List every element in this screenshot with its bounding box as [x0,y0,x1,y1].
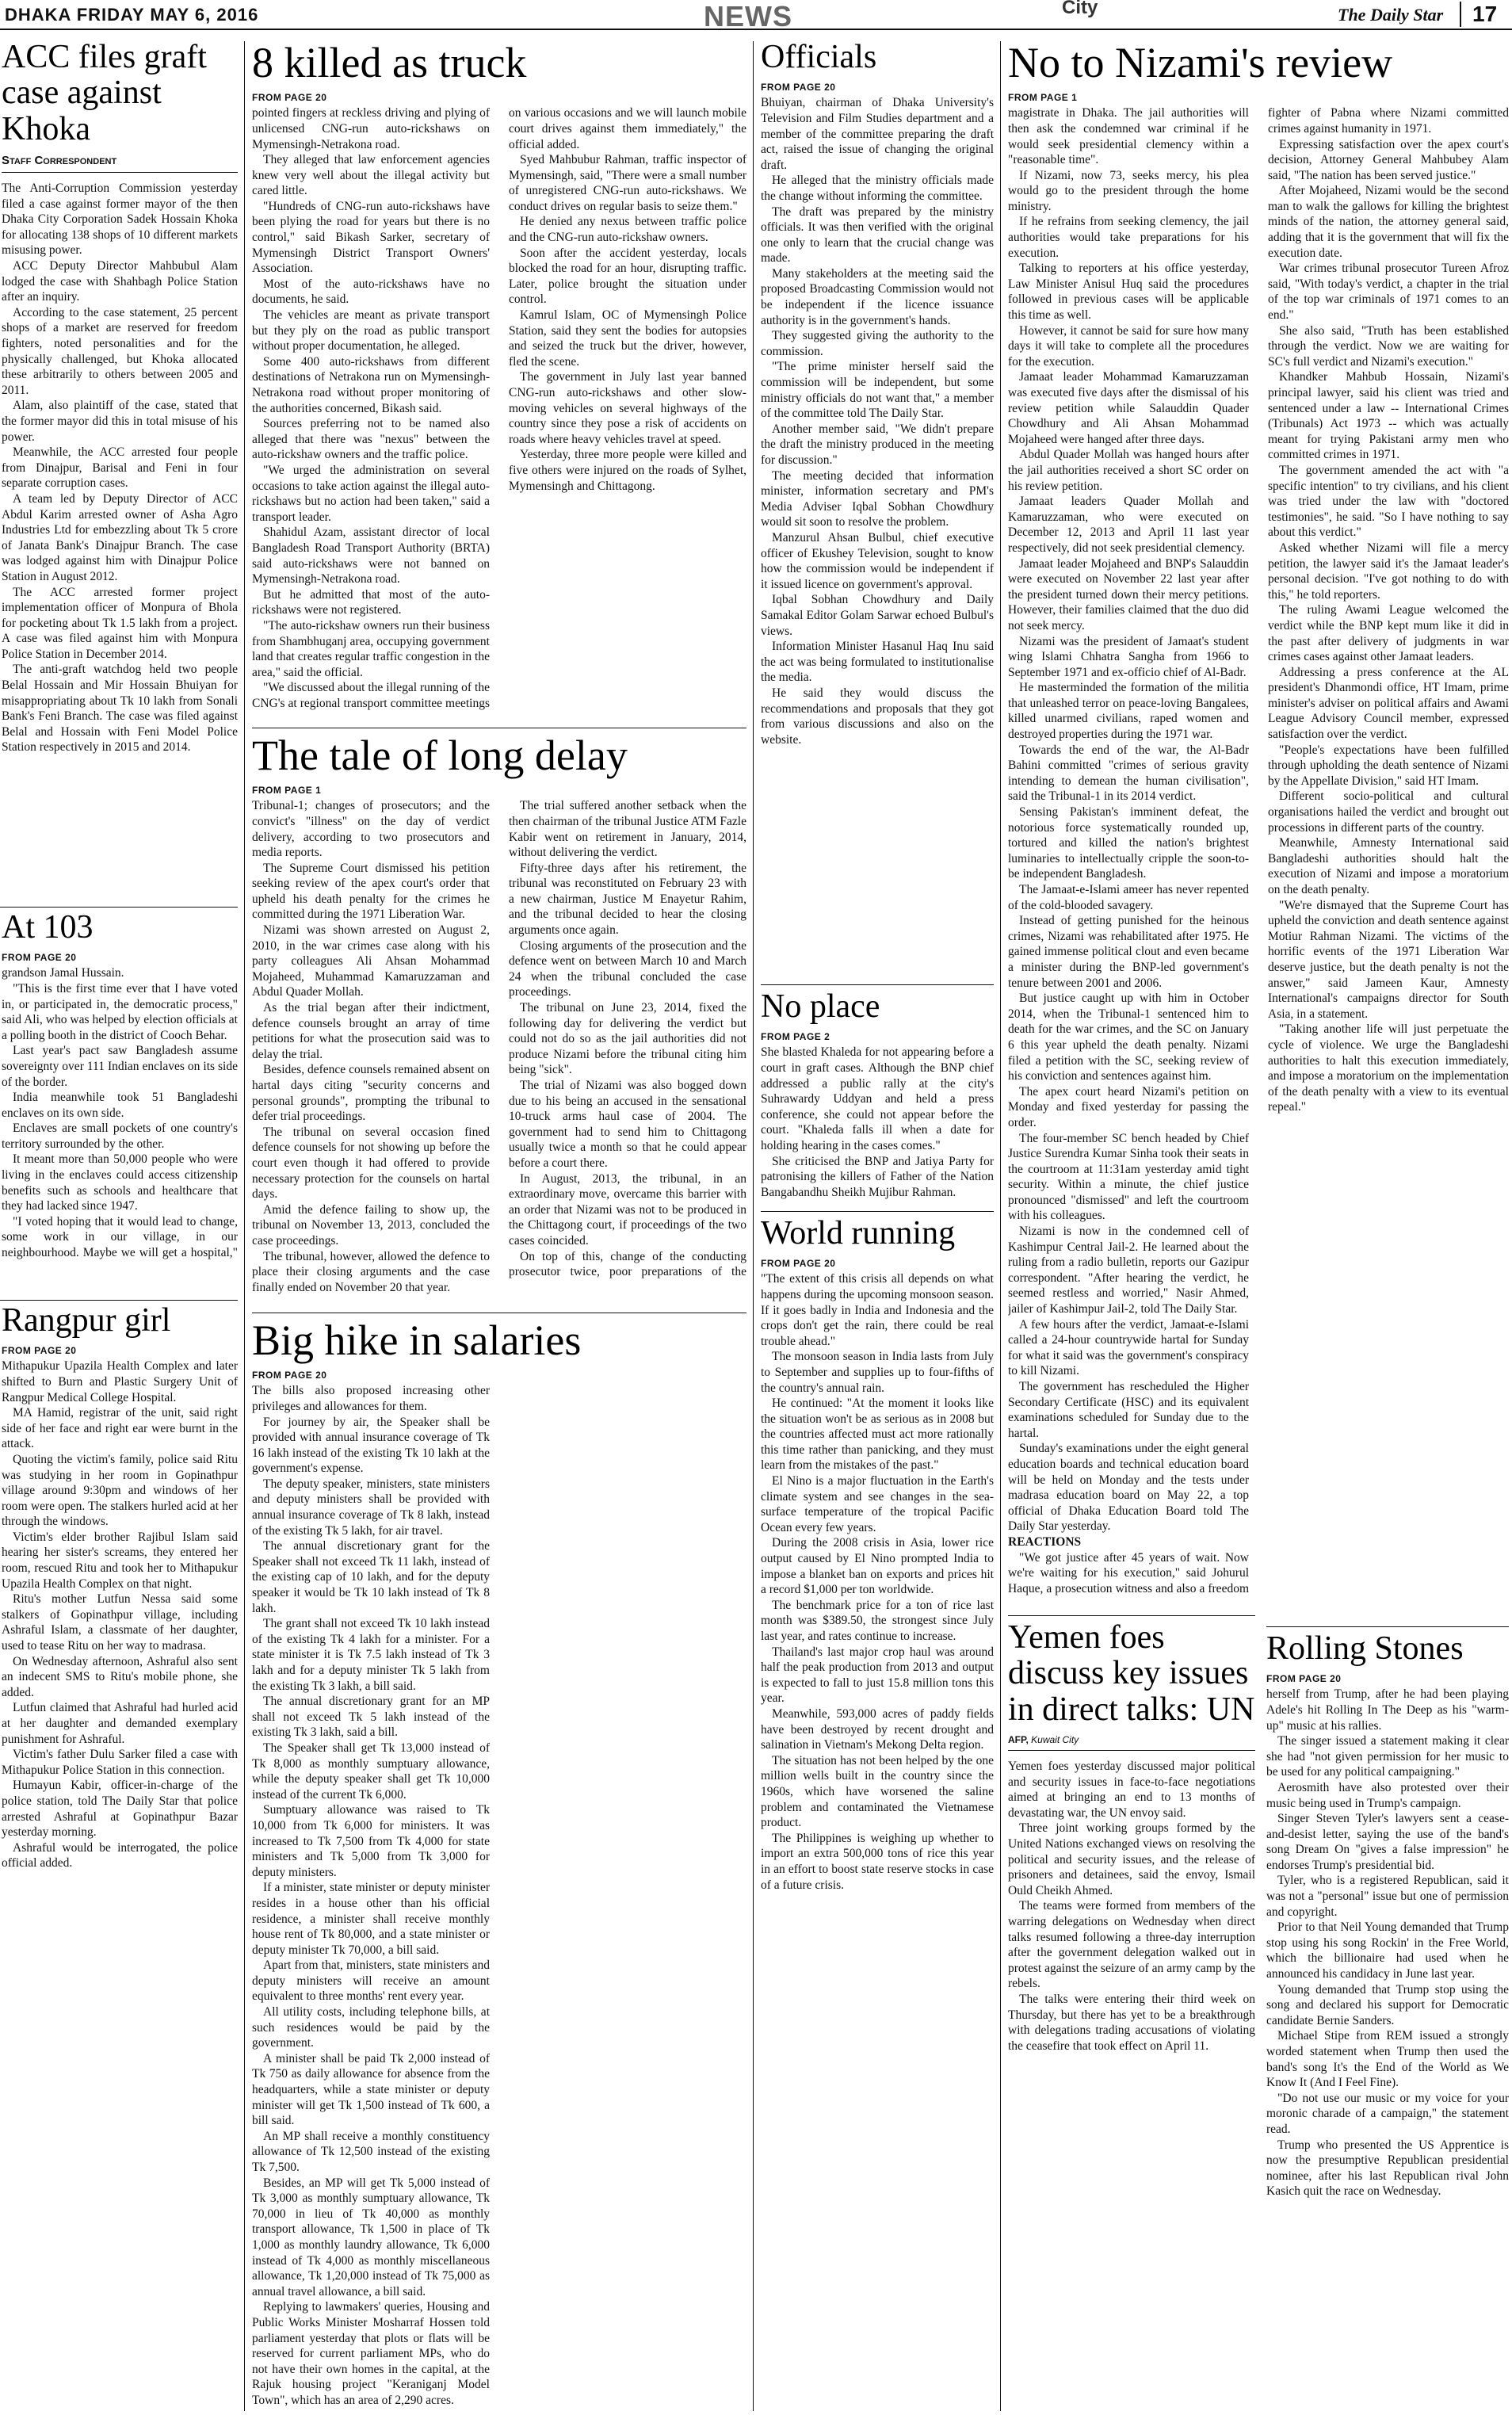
story-paragraph: Many stakeholders at the meeting said the proposed Broadcasting Commission would not be independent if the licence issuance authority is in the government's hands. [761,266,994,327]
story-headline: Rolling Stones [1266,1631,1464,1667]
story-paragraph: The singer issued a statement making it clear she had "not given permission for her music to be used for any political campaigning." [1266,1734,1509,1779]
story-byline: Staff Correspondent [2,154,238,173]
story-jump-kicker: FROM PAGE 20 [761,1258,836,1270]
story-rangpur-girl [2,1303,238,2413]
story-paragraph: Besides, an MP will get Tk 5,000 instead of Tk 3,000 as monthly sumptuary allowance, Tk 70,000 in lieu of Tk 40,000 as monthly transport allowance, Tk 1,500 in place of Tk 1,000 as monthly laundry allowance, Tk 6,000 instead of Tk 4,000 as monthly miscellaneous allowance, Tk 1,20,000 instead of Tk 75,000 as annual travel allowance, a bill said. [252,2176,490,2298]
story-at-103 [2,910,238,1295]
story-paragraph: Ashraful would be interrogated, the police official added. [2,1840,238,1870]
story-paragraph: Yesterday, three more people were killed and five others were injured on the roads of Sylhet, Mymensingh and Chittagong. [509,448,746,493]
story-paragraph: The government has rescheduled the Higher Secondary Certificate (HSC) and its equivalent examinations scheduled for Sunday due to the hartal. [1008,1380,1249,1440]
story-paragraph: "We got justice after 45 years of wait. Now we're waiting for his execution," said Johurul Haque, a prosecution witness and also a freedom fighter of Pabna where Nizami committed crimes against humanity in 1971. [1008,106,1509,1595]
story-paragraph: "I voted hoping that it would lead to change, some work in our village, in our neighbourhood. Maybe we will get a hospital," [2,1214,238,1260]
story-paragraph: Shahidul Azam, assistant director of local Bangladesh Road Transport Authority (BRTA) said auto-rickshaws were not banned on Mymensingh-Netrakona road. [252,525,490,587]
story-paragraph: The deputy speaker, ministers, state ministers and deputy ministers shall be provided with annual insurance coverage of Tk 8 lakh, instead of the existing Tk 5 lakh, for air travel. [252,1477,490,1538]
story-paragraph: Meanwhile, the ACC arrested four people from Dinajpur, Barisal and Feni in four separate corruption cases. [2,445,238,491]
story-paragraph: A few hours after the verdict, Jamaat-e-Islami called a 24-hour countrywide hartal for Sunday for what it said was the government's conspiracy to kill Nizami. [1008,1317,1249,1378]
story-paragraph: But justice caught up with him in October 2014, when the Tribunal-1 sentenced him to death for the war crimes, and the SC on January 6 this year upheld the death penalty. Nizami filed a petition with the SC, seeking review of his conviction and sentences against him. [1008,992,1249,1083]
story-jump-kicker: FROM PAGE 20 [252,1370,327,1381]
story-paragraph: The benchmark price for a ton of rice last month was $389.50, the strongest since July last year, and rates continue to increase. [761,1598,994,1644]
story-paragraph: Nizami was the president of Jamaat's student wing Islami Chhatra Sangha from 1966 to September 1971 and ex-officio chief of Al-Badr. [1008,634,1249,679]
story-paragraph: The annual discretionary grant for the Speaker shall not exceed Tk 11 lakh, instead of the existing cap of 10 lakh, and for the deputy speaker it would be Tk 10 lakh instead of Tk 8 lakh. [252,1539,490,1615]
story-paragraph: El Nino is a major fluctuation in the Earth's climate system and see changes in the sea-surface temperature of the tropical Pacific Ocean every few years. [761,1474,994,1534]
story-paragraph: If Nizami, now 73, seeks mercy, his plea would go to the president through the home ministry. [1008,168,1249,213]
story-paragraph: All utility costs, including telephone bills, at such residences would be paid by the government. [252,2005,490,2050]
story-paragraph: On Wednesday afternoon, Ashraful also sent an indecent SMS to Ritu's mobile phone, she added. [2,1654,238,1699]
story-paragraph: The Supreme Court dismissed his petition seeking review of the apex court's order that upheld his death penalty for the crimes he committed during the 1971 Liberation War. [252,861,490,922]
story-paragraph: Jamaat leader Mohammad Kamaruzzaman was executed five days after the dismissal of his review petition while Salauddin Quader Chowdhury and Ali Ahsan Mohammad Mojaheed were hanged after three days. [1008,370,1249,446]
story-paragraph: "The extent of this crisis all depends on what happens during the upcoming monsoon season. If it goes badly in India and Indonesia and the crops don't get the rain, there could be real trouble ahead." [761,1272,994,1348]
story-paragraph: The ACC arrested former project implementation officer of Monpura of Bhola for pocketing about Tk 1.5 lakh from a project. A case was filed against him with Monpura Police Station in December 2014. [2,585,238,661]
story-yemen-talks [1008,1620,1255,2413]
story-paragraph: Soon after the accident yesterday, locals blocked the road for an hour, disrupting traffic. Later, police brought the situation under control. [509,246,746,307]
story-paragraph: Thailand's last major crop haul was around half the peak production from 2013 and output is expected to fall to just 15.8 million tons this year. [761,1645,994,1706]
story-paragraph: The teams were formed from members of the warring delegations on Wednesday when direct talks resumed following a three-day interruption after the government delegation walked out in protest against the seizure of an army camp by the rebels. [1008,1899,1255,1991]
story-jump-kicker: FROM PAGE 1 [1008,92,1078,104]
dateline: DHAKA FRIDAY MAY 6, 2016 [5,5,259,25]
story-paragraph: Alam, also plaintiff of the case, stated that the former mayor did this in total misuse of his power. [2,399,238,444]
story-paragraph: She blasted Khaleda for not appearing before a court in graft cases. Although the BNP chief addressed a public rally at the city's Suhrawardy Uddyan and held a press conference, she could not appear before the court. "Khaleda falls ill when a date for holding hearing in the cases comes." [761,1045,994,1152]
story-paragraph: The Jamaat-e-Islami ameer has never repented of the cold-blooded savagery. [1008,883,1249,912]
story-paragraph: Apart from that, ministers, state ministers and deputy ministers will receive an amount equivalent to three months' rent every year. [252,1958,490,2004]
story-paragraph: But he admitted that most of the auto-rickshaws were not registered. [252,587,490,617]
story-paragraph: Syed Mahbubur Rahman, traffic inspector of Mymensingh, said, "There were a small number of unregistered CNG-run auto-rickshaws. We conduct drives on regular basis to seize them." [509,153,746,213]
story-paragraph: "The prime minister herself said the commission will be independent, but some ministry officials do not want that," a member of the committee told The Daily Star. [761,360,994,421]
section-rule [1266,1626,1509,1627]
story-paragraph: Addressing a press conference at the AL president's Dhanmondi office, HT Imam, prime minister's adviser on political affairs and Awami League Advisory Council member, expressed satisfaction over the verdict. [1268,665,1509,742]
story-body [1008,105,1509,1611]
section-rule [761,984,994,985]
story-headline: Yemen foes discuss key issues in direct talks: UN [1008,1620,1255,1728]
story-paragraph: The tribunal on several occasion fined defence counsels for not showing up before the court even though it had offered to provide necessary protection for the counsels on hartal days. [252,1125,490,1202]
story-paragraph: "This is the first time ever that I have voted in, or participated in, the democratic process," said Ali, who was helped by election officials at a polling booth in the district of Cooch Behar. [2,981,238,1042]
story-paragraph: Towards the end of the war, the Al-Badr Bahini committed "crimes of serious gravity intending to demean the human civilisation", said the Tribunal-1 in its 2014 verdict. [1008,743,1249,804]
story-paragraph: She criticised the BNP and Jatiya Party for patronising the killers of Father of the Nation Bangabandhu Sheikh Mujibur Rahman. [761,1154,994,1199]
story-paragraph: grandson Jamal Hussain. [2,966,124,980]
story-paragraph: Three joint working groups formed by the United Nations exchanged views on resolving the political and security issues, and the release of prisoners and detainees, said the envoy, Ismail Ould Cheikh Ahmed. [1008,1821,1255,1897]
story-headline: The tale of long delay [252,732,628,779]
page-masthead [0,0,1512,30]
section-rule [761,1211,994,1212]
story-paragraph: The apex court heard Nizami's petition on Monday and fixed yesterday for passing the order. [1008,1084,1249,1129]
story-paragraph: Amid the defence failing to show up, the tribunal on November 13, 2013, concluded the case proceedings. [252,1202,490,1248]
story-paragraph: Bhuiyan, chairman of Dhaka University's Television and Film Studies department and a member of the committee preparing the draft act, raised the issue of changing the original draft. [761,96,994,172]
story-paragraph: The annual discretionary grant for an MP shall not exceed Tk 5 lakh instead of the existing Tk 3 lakh, said a bill. [252,1695,490,1740]
story-headline: Big hike in salaries [252,1317,582,1364]
story-headline: No place [761,989,880,1025]
story-paragraph: He alleged that the ministry officials made the change without informing the committee. [761,174,994,203]
story-body [252,1383,746,2413]
column-rule [753,41,754,2411]
story-paragraph: The monsoon season in India lasts from July to September and supplies up to four-fifths of the country's annual rain. [761,1350,994,1395]
story-paragraph: The ruling Awami League welcomed the verdict while the BNP kept mum like it did in the past after delivery of judgments in war crimes cases against other Jamaat leaders. [1268,603,1509,664]
section-rule [0,1300,238,1301]
story-paragraph: ACC Deputy Director Mahbubul Alam lodged the case with Shahbagh Police Station after an inquiry. [2,259,238,304]
story-paragraph: Victim's father Dulu Sarker filed a case with Mithapukur Police Station in this connection. [2,1748,238,1777]
story-paragraph: Talking to reporters at his office yesterday, Law Minister Anisul Huq said the procedures followed in previous cases will be applicable this time as well. [1008,262,1249,323]
story-paragraph: Trump who presented the US Apprentice is now the presumptive Republican presidential nominee, after his last Republican rival John Kasich quit the race on Wednesday. [1266,2138,1509,2199]
column-rule [1000,41,1001,2411]
story-paragraph: Sumptuary allowance was raised to Tk 10,000 from Tk 6,000 for ministers. It was increased to Tk 7,500 from Tk 4,000 for state ministers and Tk 5,000 from Tk 3,000 for deputy ministers. [252,1803,490,1879]
story-paragraph: He denied any nexus between traffic police and the CNG-run auto-rickshaw owners. [509,215,746,245]
story-paragraph: The government in July last year banned CNG-run auto-rickshaws and other slow-moving vehicles on several highways of the country since they pose a risk of accidents on roads where heavy vehicles travel at speed. [509,370,746,446]
story-acc-graft-case [2,40,238,902]
story-paragraph: After Mojaheed, Nizami would be the second man to walk the gallows for killing the brightest minds of the nation, the attorney general said, adding that it is the government that will fix the execution date. [1268,184,1509,260]
subsection-name: City [1062,0,1098,18]
story-paragraph: Meanwhile, Amnesty International said Bangladeshi authorities should halt the execution of Nizami and impose a moratorium on the death penalty. [1268,836,1509,896]
story-tale-of-long-delay [252,732,746,1308]
story-paragraph: Fifty-three days after his retirement, the tribunal was reconstituted on February 23 with a new chairman, Justice M Enayetur Rahim, and the tribunal decided to hear the closing arguments once again. [509,861,746,938]
story-paragraph: Meanwhile, 593,000 acres of paddy fields have been destroyed by recent drought and salination in Vietnam's Mekong Delta region. [761,1706,994,1752]
story-headline: No to Nizami's review [1008,40,1393,86]
story-paragraph: Michael Stipe from REM issued a strongly worded statement when Trump then used the band's song It's the End of the World as We Know It (And I Feel Fine). [1266,2029,1509,2090]
story-headline: At 103 [2,910,94,946]
story-body [761,1271,994,2405]
column-rule [244,41,245,2411]
story-paragraph: Enclaves are small pockets of one country's territory surrounded by the other. [2,1122,238,1151]
story-paragraph: "We're dismayed that the Supreme Court has upheld the conviction and death sentence against Motiur Rahman Nizami. The victims of the horrific events of the 1971 Liberation War deserve justice, but the death penalty is not the answer," said Jameen Kaur, Amnesty International's campaigns director for South Asia, in a statement. [1268,898,1509,1021]
story-paragraph: Sunday's examinations under the eight general education boards and technical education board will be held on Monday and the tests under madrasa education board on May 22, a top official of Dhaka Education Board told The Daily Star yesterday. [1008,1442,1249,1534]
story-paragraph: "People's expectations have been fulfilled through upholding the death sentence of Nizami by the Appellate Division," said HT Imam. [1268,743,1509,788]
story-paragraph: Victim's elder brother Rajibul Islam said hearing her sister's screams, they entered her room, rescued Ritu and took her to Mithapukur Upazila Health Complex on that night. [2,1530,238,1591]
story-paragraph: "Do not use our music or my voice for your moronic charade of a campaign," the statement read. [1266,2091,1509,2136]
story-body [2,1358,238,2405]
story-paragraph: "The auto-rickshaw owners run their business from Shambhuganj area, occupying government land that creates regular traffic congestion in the area," said the official. [252,618,490,679]
story-paragraph: The draft was prepared by the ministry officials. It was then verified with the original one only to learn that the crucial change was made. [761,204,994,266]
story-paragraph: Another member said, "We didn't prepare the draft the ministry produced in the meeting for discussion." [761,422,994,468]
story-body [1266,1687,1509,2408]
story-paragraph: He said they would discuss the recommendations and proposals that they got from various discussions and also on the website. [761,686,994,747]
story-paragraph: However, it cannot be said for sure how many days it will take to complete all the procedures for the execution. [1008,323,1249,369]
story-paragraph: During the 2008 crisis in Asia, lower rice output caused by El Nino prompted India to impose a blanket ban on exports and prices hit a record $1,000 per ton worldwide. [761,1536,994,1597]
story-paragraph: The trial suffered another setback when the then chairman of the tribunal Justice ATM Fazle Kabir went on retirement in January, 2014, without delivering the verdict. [509,799,746,860]
story-paragraph: Kamrul Islam, OC of Mymensingh Police Station, said they sent the bodies for autopsies and seized the truck but the driver, however, fled the scene. [509,308,746,369]
story-paragraph: The grant shall not exceed Tk 10 lakh instead of the existing Tk 4 lakh for a minister. For a state minister it is Tk 7.5 lakh instead of Tk 3 lakh and for a deputy minister Tk 5 lakh from the existing Tk 3 lakh, a bill said. [252,1617,490,1693]
story-paragraph: MA Hamid, registrar of the unit, said right side of her face and right ear were burnt in the attack. [2,1406,238,1451]
story-paragraph: As the trial began after their indictment, defence counsels brought an array of time petitions for what the prosecution said was to delay the trial. [252,1001,490,1061]
story-paragraph: An MP shall receive a monthly constituency allowance of Tk 12,500 instead of the existing Tk 7,500. [252,2129,490,2174]
story-body [761,1045,994,1203]
story-paragraph: Closing arguments of the prosecution and the defence went on between March 10 and March 24 when the tribunal concluded the case proceedings. [509,938,746,999]
story-paragraph: Tribunal-1; changes of prosecutors; and the convict's "illness" on the day of verdict delivery, according to two prosecutors and media reports. [252,799,490,860]
story-paragraph: A team led by Deputy Director of ACC Abdul Karim arrested owner of Asha Agro Industries Ltd for embezzling about Tk 5 crore of Janata Bank's Dinajpur Branch. The case was lodged against him with Dinajpur Police Station in August 2012. [2,491,238,583]
story-paragraph: The tribunal, however, allowed the defence to place their closing arguments and the case finally ended on November 20 that year. [252,1249,490,1294]
story-paragraph: "We discussed about the illegal running of the CNG's at regional transport committee meetings on various occasions and we will launch mobile court drives against them immediately," the official added. [252,106,746,710]
story-paragraph: "Hundreds of CNG-run auto-rickshaws have been plying the road for years but there is no control," said Bikash Sarker, secretary of Mymensingh District Transport Owners' Association. [252,199,490,276]
story-no-to-nizamis-review [1008,40,1509,1617]
story-body [1008,1759,1255,2369]
story-paragraph: Yemen foes yesterday discussed major political and security issues in face-to-face negotiations aimed at bringing an end to 13 months of devastating war, the UN envoy said. [1008,1760,1255,1820]
story-paragraph: For journey by air, the Speaker shall be provided with annual insurance coverage of Tk 16 lakh instead of the existing Tk 10 lakh at the government's expense. [252,1415,490,1476]
story-paragraph: On top of this, change of the conducting prosecutor twice, poor preparations of the [509,1249,746,1279]
story-paragraph: The government amended the act with "a specific intention" to try civilians, and his client was tried under the law with "doctored testimonies", he said. "So I have nothing to say about this verdict." [1268,463,1509,540]
story-paragraph: Most of the auto-rickshaws have no documents, he said. [252,277,490,307]
story-paragraph: Jamaat leader Mojaheed and BNP's Salauddin were executed on November 22 last year after the president turned down their mercy petitions. However, their families claimed that the duo did not seek mercy. [1008,556,1249,632]
story-paragraph: She also said, "Truth has been established through the verdict. Now we are waiting for SC's full verdict and Nizami's execution." [1268,323,1509,369]
story-paragraph: War crimes tribunal prosecutor Tureen Afroz said, "With today's verdict, a chapter in the trial of the top war criminals of 1971 comes to an end." [1268,262,1509,323]
story-paragraph: "We urged the administration on several occasions to take action against the illegal auto-rickshaws but no action had been taken," said a transport leader. [252,463,490,524]
story-body [2,181,238,894]
story-paragraph: Prior to that Neil Young demanded that Trump stop using his song Rockin' in the Free World, which the billionaire had used when he announced his candidacy in June last year. [1266,1920,1509,1981]
story-paragraph: REACTIONS [1008,1534,1082,1549]
story-paragraph: Sensing Pakistan's imminent defeat, the notorious force systematically rounded up, tortured and killed the nation's brightest luminaries to intellectually cripple the soon-to-be independent Bangladesh. [1008,805,1249,881]
story-jump-kicker: FROM PAGE 20 [2,1345,77,1357]
story-body [252,798,746,1305]
story-paragraph: The situation has not been helped by the one million wells built in the country since the 1960s, which have worsened the saline problem and contaminated the Vietnamese product. [761,1753,994,1830]
story-paragraph: herself from Trump, after he had been playing Adele's hit Rolling In The Deep as his "warm-up" music at his rallies. [1266,1687,1509,1733]
story-paragraph: He masterminded the formation of the militia that unleashed terror on peace-loving Bangalees, killed unarmed civilians, raped women and destroyed properties during the 1971 war. [1008,681,1249,742]
story-headline: World running [761,1216,956,1251]
story-paragraph: The meeting decided that information minister, information secretary and PM's Media Adviser Iqbal Sobhan Chowdhury would sit soon to resolve the problem. [761,468,994,529]
story-paragraph: Expressing satisfaction over the apex court's decision, Attorney General Mahbubey Alam said, "The nation has been served justice." [1268,137,1509,182]
story-paragraph: Humayun Kabir, officer-in-charge of the police station, told The Daily Star that police arrested Ashraful at Gopinathpur Bazar yesterday morning. [2,1779,238,1840]
story-paragraph: The tribunal on June 23, 2014, fixed the following day for delivering the verdict but could not do so as the jail authorities did not produce Nizami before the tribunal citing him being "sick". [509,1001,746,1077]
story-paragraph: Replying to lawmakers' queries, Housing and Public Works Minister Mosharraf Hossen told parliament yesterday that plots or flats will be reserved for current parliament MPs, who do not have their own homes in the capital, at the Rajuk housing project "Keraniganj Model Town", which has an area of 2,290 acres. [252,2300,490,2407]
story-paragraph: Singer Steven Tyler's lawyers sent a cease-and-desist letter, saying the use of the band's song Dream On "gives a false impression" he endorses Trump's presidential bid. [1266,1812,1509,1872]
story-paragraph: Besides, defence counsels remained absent on hartal days citing "security concerns and personal grounds", prompting the tribunal to defer trial proceedings. [252,1063,490,1124]
story-paragraph: Nizami was shown arrested on August 2, 2010, in the war crimes case along with his party colleagues Ali Ahsan Mohammad Mojaheed, Muhammad Kamaruzzaman and Abdul Quader Mollah. [252,923,490,999]
story-body [2,965,238,1290]
story-paragraph: The Speaker shall get Tk 13,000 instead of Tk 8,000 as monthly sumptuary allowance, while the deputy speaker shall get Tk 10,000 instead of the current Tk 6,000. [252,1741,490,1802]
story-headline: ACC files graft case against Khoka [2,40,207,147]
story-paragraph: Tyler, who is a registered Republican, said it was not a "personal" issue but one of permission and copyright. [1266,1874,1509,1919]
story-jump-kicker: FROM PAGE 20 [2,952,77,964]
story-paragraph: Manzurul Ahsan Bulbul, chief executive officer of Ekushey Television, sought to know how the commission would be independent if it issued licence on government's approval. [761,530,994,591]
story-world-running [761,1216,994,2413]
story-paragraph: Different socio-political and cultural organisations hailed the verdict and brought out processions in different parts of the country. [1268,789,1509,835]
story-paragraph: The anti-graft watchdog held two people Belal Hossain and Mir Hossain Bhuiyan for misappropriating about Tk 10 lakh from Sonali Bank's Feni Branch. The case was filed against Belal and Hossain with Feni Model Police Station respectively in 2015 and 2014. [2,663,238,755]
story-paragraph: Mithapukur Upazila Health Complex and later shifted to Burn and Plastic Surgery Unit of Rangpur Medical College Hospital. [2,1359,238,1404]
story-paragraph: Young demanded that Trump stop using the song and declared his support for Democratic candidate Bernie Sanders. [1266,1982,1509,2027]
story-paragraph: Information Minister Hasanul Haq Inu said the act was being formulated to institutionalise the media. [761,640,994,685]
story-headline: Officials [761,40,877,75]
story-paragraph: Last year's pact saw Bangladesh assume sovereignty over 111 Indian enclaves on its side of the border. [2,1044,238,1089]
story-paragraph: The bills also proposed increasing other privileges and allowances for them. [252,1384,490,1413]
story-paragraph: Aerosmith have also protested over their music being used in Trump's campaign. [1266,1780,1509,1810]
story-paragraph: If he refrains from seeking clemency, the jail authorities would take preparations for his execution. [1008,215,1249,260]
story-paragraph: Ritu's mother Lutfun Nessa said some stalkers of Gopinathpur village, including Ashraful Islam, a classmate of her daughter, used to tease Ritu on her way to madrasa. [2,1592,238,1653]
story-paragraph: Some 400 auto-rickshaws from different destinations of Netrakona run on Mymensingh-Netrakona road without proper monitoring of the authorities concerned, Bikash said. [252,354,490,415]
story-jump-kicker: FROM PAGE 2 [761,1031,830,1043]
story-jump-kicker: FROM PAGE 20 [252,92,327,104]
story-paragraph: The trial of Nizami was also bogged down due to his being an accused in the sensational 10-truck arms haul case of 2004. The government had to send him to Chittagong usually twice a month so that he could appear before a court there. [509,1079,746,1170]
story-paragraph: Asked whether Nizami will file a mercy petition, the lawyer said it's the Jamaat leader's personal decision. "I've got nothing to do with this," he told reporters. [1268,541,1509,602]
story-paragraph: The Philippines is weighing up whether to import an extra 500,000 tons of rice this year in an effort to boost state reserve stocks in case of a future crisis. [761,1831,994,1892]
story-paragraph: Nizami is now in the condemned cell of Kashimpur Central Jail-2. He learned about the ruling from a radio bulletin, reports our Gazipur correspondent. "After hearing the verdict, he seemed restless and worried," Nasir Ahmed, jailer of Kashimpur Jail-2, told The Daily Star. [1008,1225,1249,1316]
story-paragraph: magistrate in Dhaka. The jail authorities will then ask the condemned war criminal if he would seek presidential clemency within a "reasonable time". [1008,106,1249,167]
story-headline: 8 killed as truck [252,40,527,86]
story-paragraph: The vehicles are meant as private transport but they ply on the road as public transport without proper documentation, he alleged. [252,308,490,353]
section-name: NEWS [704,0,792,32]
story-paragraph: Khandker Mahbub Hossain, Nizami's principal lawyer, said his client was tried and sentenced under a law -- International Crimes (Tribunals) Act 1973 -- which was actually meant for trying Pakistani army men who committed crimes in 1971. [1268,370,1509,462]
story-rolling-stones [1266,1631,1509,2413]
page-number: 17 [1460,2,1497,27]
story-paragraph: "Taking another life will just perpetuate the cycle of violence. We urge the Bangladeshi authorities to halt this execution immediately, and impose a moratorium on the implementation of the death penalty with a view to its eventual repeal." [1268,1022,1509,1114]
story-jump-kicker: FROM PAGE 1 [252,785,322,797]
story-paragraph: The talks were entering their third week on Thursday, but there has yet to be a breakthrough with delegations trading accusations of violating the ceasefire that took effect on April 11. [1008,1992,1255,2053]
story-paragraph: According to the case statement, 25 percent shops of a market are reserved for freedom fighters, noted personalities and for the physically challenged, but Khoka allocated these arbitrarily to others between 2005 and 2011. [2,305,238,397]
story-body [761,95,994,975]
story-paragraph: They suggested giving the authority to the commission. [761,329,994,358]
story-paragraph: It meant more than 50,000 people who were living in the enclaves could access citizenship benefits such as schools and healthcare that they had lacked since 1947. [2,1152,238,1213]
story-big-hike-in-salaries [252,1317,746,2413]
story-paragraph: A minister shall be paid Tk 2,000 instead of Tk 750 as daily allowance for absence from the headquarters, while a state minister or deputy minister will get Tk 1,500 instead of Tk 600, a bill said. [252,2051,490,2128]
story-paragraph: In August, 2013, the tribunal, in an extraordinary move, overcame this barrier with an order that Nizami was not to be produced in the Chittagong court, if proceedings of the two cases coincided. [509,1171,746,1248]
story-8-killed-as-truck [252,40,746,724]
story-paragraph: Iqbal Sobhan Chowdhury and Daily Samakal Editor Golam Sarwar echoed Bulbul's views. [761,593,994,638]
story-paragraph: He continued: "At the moment it looks like the situation won't be as serious as in 2008 but the countries affected must act more rationally this time rather than panicking, and they must learn from the mistakes of the past." [761,1397,994,1473]
story-byline: AFP, Kuwait City [1008,1734,1255,1751]
newspaper-logo: The Daily Star [1338,5,1444,25]
story-paragraph: Quoting the victim's family, police said Ritu was studying in her room in Gopinathpur village around 9:30pm and windows of her room were open. The stalkers hurled acid at her through the windows. [2,1452,238,1529]
story-headline: Rangpur girl [2,1303,171,1339]
story-jump-kicker: FROM PAGE 20 [1266,1673,1342,1685]
story-no-place [761,989,994,1206]
story-paragraph: If a minister, state minister or deputy minister resides in a house other than his official residence, a minister shall receive monthly house rent of Tk 80,000, and a state minister or deputy minister Tk 70,000, a bill said. [252,1881,490,1957]
story-paragraph: India meanwhile took 51 Bangladeshi enclaves on its own side. [2,1091,238,1120]
story-paragraph: Sources preferring not to be named also alleged that there was "nexus" between the auto-rickshaw owners and the traffic police. [252,417,490,462]
story-paragraph: Jamaat leaders Quader Mollah and Kamaruzzaman, who were executed on December 12, 2013 and April 11 last year respectively, did not seek presidential clemency. [1008,495,1249,555]
story-paragraph: Lutfun claimed that Ashraful had hurled acid at her daughter and demanded exemplary punishment for Ashraful. [2,1701,238,1746]
story-paragraph: Abdul Quader Mollah was hanged hours after the jail authorities received a short SC order on his review petition. [1008,448,1249,493]
story-officials [761,40,994,980]
section-rule [0,907,238,908]
story-jump-kicker: FROM PAGE 20 [761,82,836,94]
story-paragraph: The Anti-Corruption Commission yesterday filed a case against former mayor of the then Dhaka City Corporation Sadek Hossain Khoka for allocating 138 shops of 10 different markets misusing power. [2,182,238,258]
story-paragraph: The four-member SC bench headed by Chief Justice Surendra Kumar Sinha took their seats in the courtroom at 11:31am yesterday amid tight security. Within a minute, the chief justice pronounced "dismissed" and left the courtroom with his colleagues. [1008,1131,1249,1223]
story-body [252,105,746,724]
story-paragraph: They alleged that law enforcement agencies knew very well about the illegal activity but cared little. [252,153,490,198]
story-paragraph: pointed fingers at reckless driving and plying of unlicensed CNG-run auto-rickshaws on Mymensingh-Netrakona road. [252,106,490,151]
story-paragraph: Instead of getting punished for the heinous crimes, Nizami was rehabilitated after 1975. He gained immense political clout and even became a minister during the BNP-led government's tenure between 2001 and 2006. [1008,914,1249,990]
